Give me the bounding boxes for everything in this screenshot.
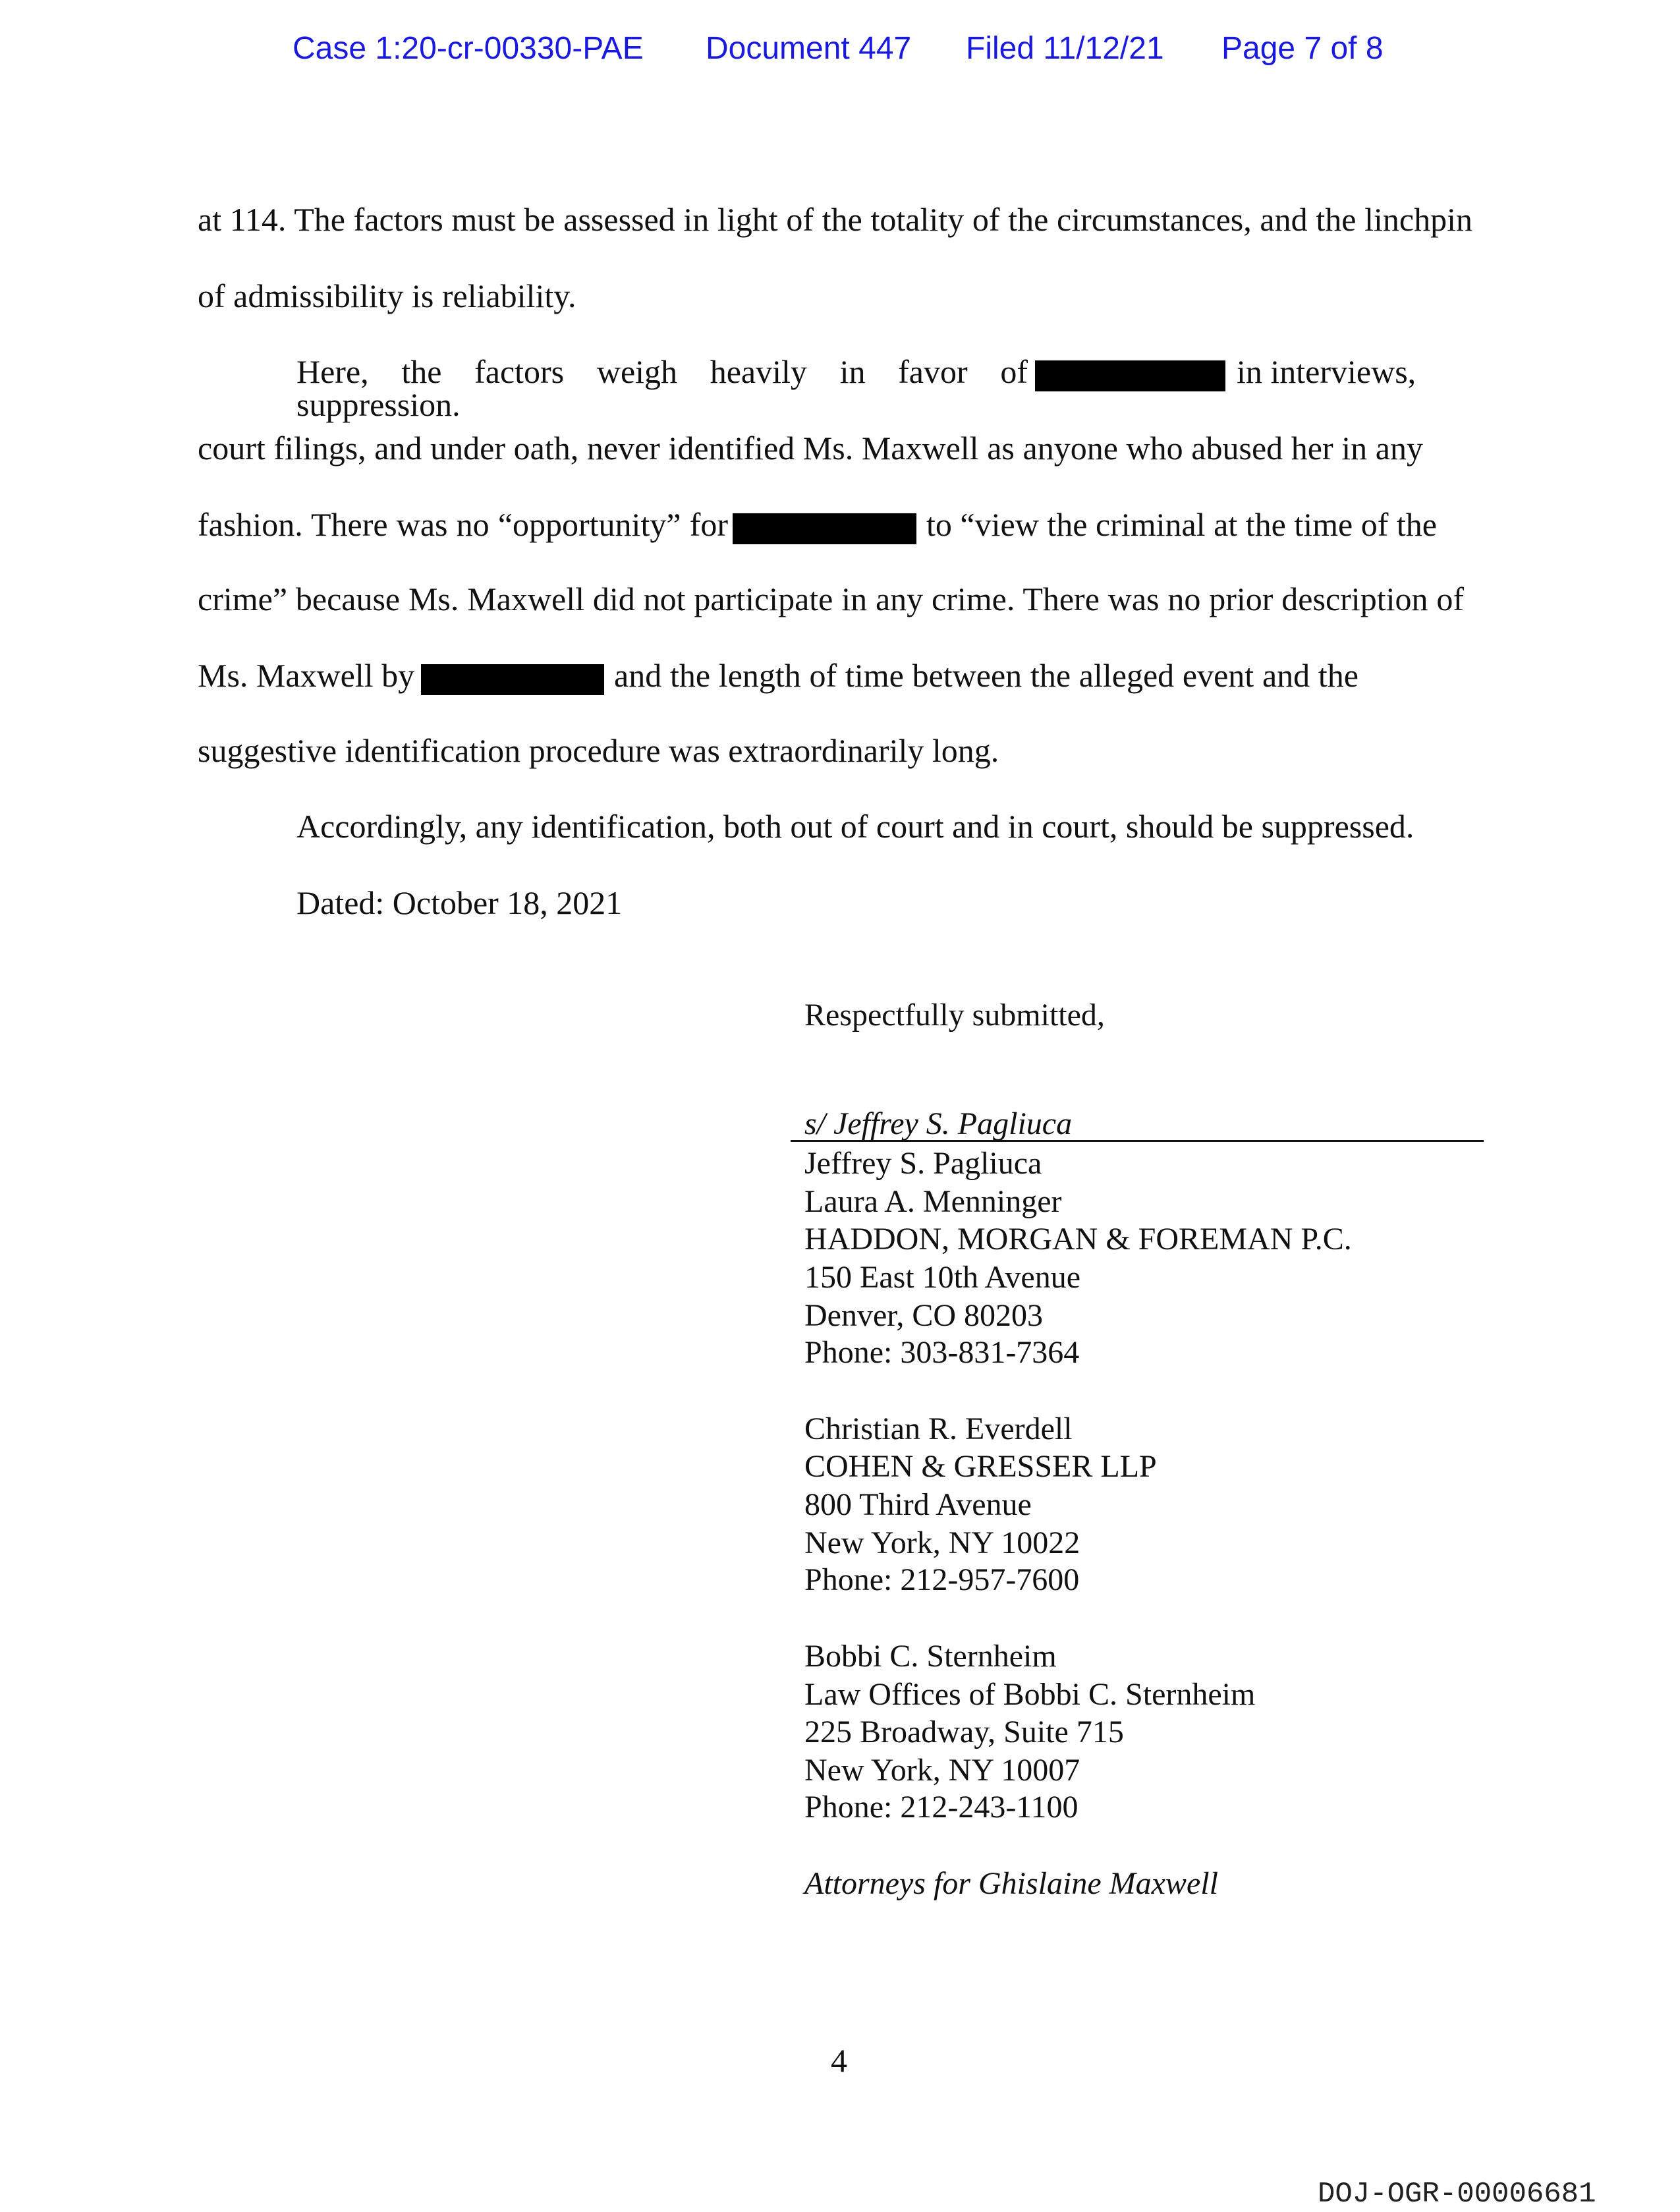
electronic-signature: s/ Jeffrey S. Pagliuca [804, 1106, 1073, 1141]
phone: Phone: 303-831-7364 [804, 1335, 1080, 1370]
body-line: Ms. Maxwell by [198, 657, 415, 694]
body-line: fashion. There was no “opportunity” for [198, 506, 728, 543]
document-number: Document 447 [706, 31, 912, 66]
body-line: in interviews, [1237, 353, 1416, 390]
redaction-box [733, 513, 916, 544]
address: Denver, CO 80203 [804, 1298, 1044, 1333]
body-line: to “view the criminal at the time of the [926, 506, 1437, 543]
filed-date: Filed 11/12/21 [966, 31, 1164, 66]
address: New York, NY 10007 [804, 1753, 1080, 1788]
address: New York, NY 10022 [804, 1525, 1080, 1560]
attorney-name: Bobbi C. Sternheim [804, 1639, 1057, 1674]
phone: Phone: 212-243-1100 [804, 1790, 1078, 1825]
firm-name: COHEN & GRESSER LLP [804, 1449, 1157, 1484]
body-line: of admissibility is reliability. [198, 277, 576, 314]
attorney-name: Laura A. Menninger [804, 1184, 1062, 1219]
case-number: Case 1:20-cr-00330-PAE [293, 31, 644, 66]
page-number: 4 [831, 2042, 847, 2079]
body-line: crime” because Ms. Maxwell did not participate in any crime. There was no prior description of [198, 581, 1464, 617]
page-indicator: Page 7 of 8 [1221, 31, 1384, 66]
firm-name: HADDON, MORGAN & FOREMAN P.C. [804, 1222, 1352, 1257]
attorney-name: Jeffrey S. Pagliuca [804, 1146, 1042, 1181]
attorney-name: Christian R. Everdell [804, 1411, 1073, 1446]
date-line: Dated: October 18, 2021 [296, 884, 623, 921]
body-line: and the length of time between the alleged event and the [614, 657, 1358, 694]
address: 800 Third Avenue [804, 1487, 1032, 1522]
body-line: Accordingly, any identification, both out of court and in court, should be suppressed. [296, 808, 1414, 845]
firm-name: Law Offices of Bobbi C. Sternheim [804, 1677, 1256, 1712]
attorneys-for: Attorneys for Ghislaine Maxwell [804, 1866, 1218, 1901]
signature-line [791, 1140, 1484, 1142]
closing: Respectfully submitted, [804, 998, 1105, 1033]
redaction-box [421, 664, 604, 695]
phone: Phone: 212-957-7600 [804, 1562, 1080, 1597]
body-line: court filings, and under oath, never identified Ms. Maxwell as anyone who abused her in any [198, 430, 1423, 467]
body-line: suggestive identification procedure was extraordinarily long. [198, 732, 999, 769]
address: 150 East 10th Avenue [804, 1260, 1081, 1295]
bates-number: DOJ-OGR-00006681 [1318, 2178, 1596, 2211]
body-line: at 114. The factors must be assessed in light of the totality of the circumstances, and the linchpin [198, 201, 1472, 238]
redaction-box [1035, 360, 1225, 391]
address: 225 Broadway, Suite 715 [804, 1715, 1124, 1749]
body-line: Here, the factors weigh heavily in favor of suppression. [296, 353, 1028, 423]
